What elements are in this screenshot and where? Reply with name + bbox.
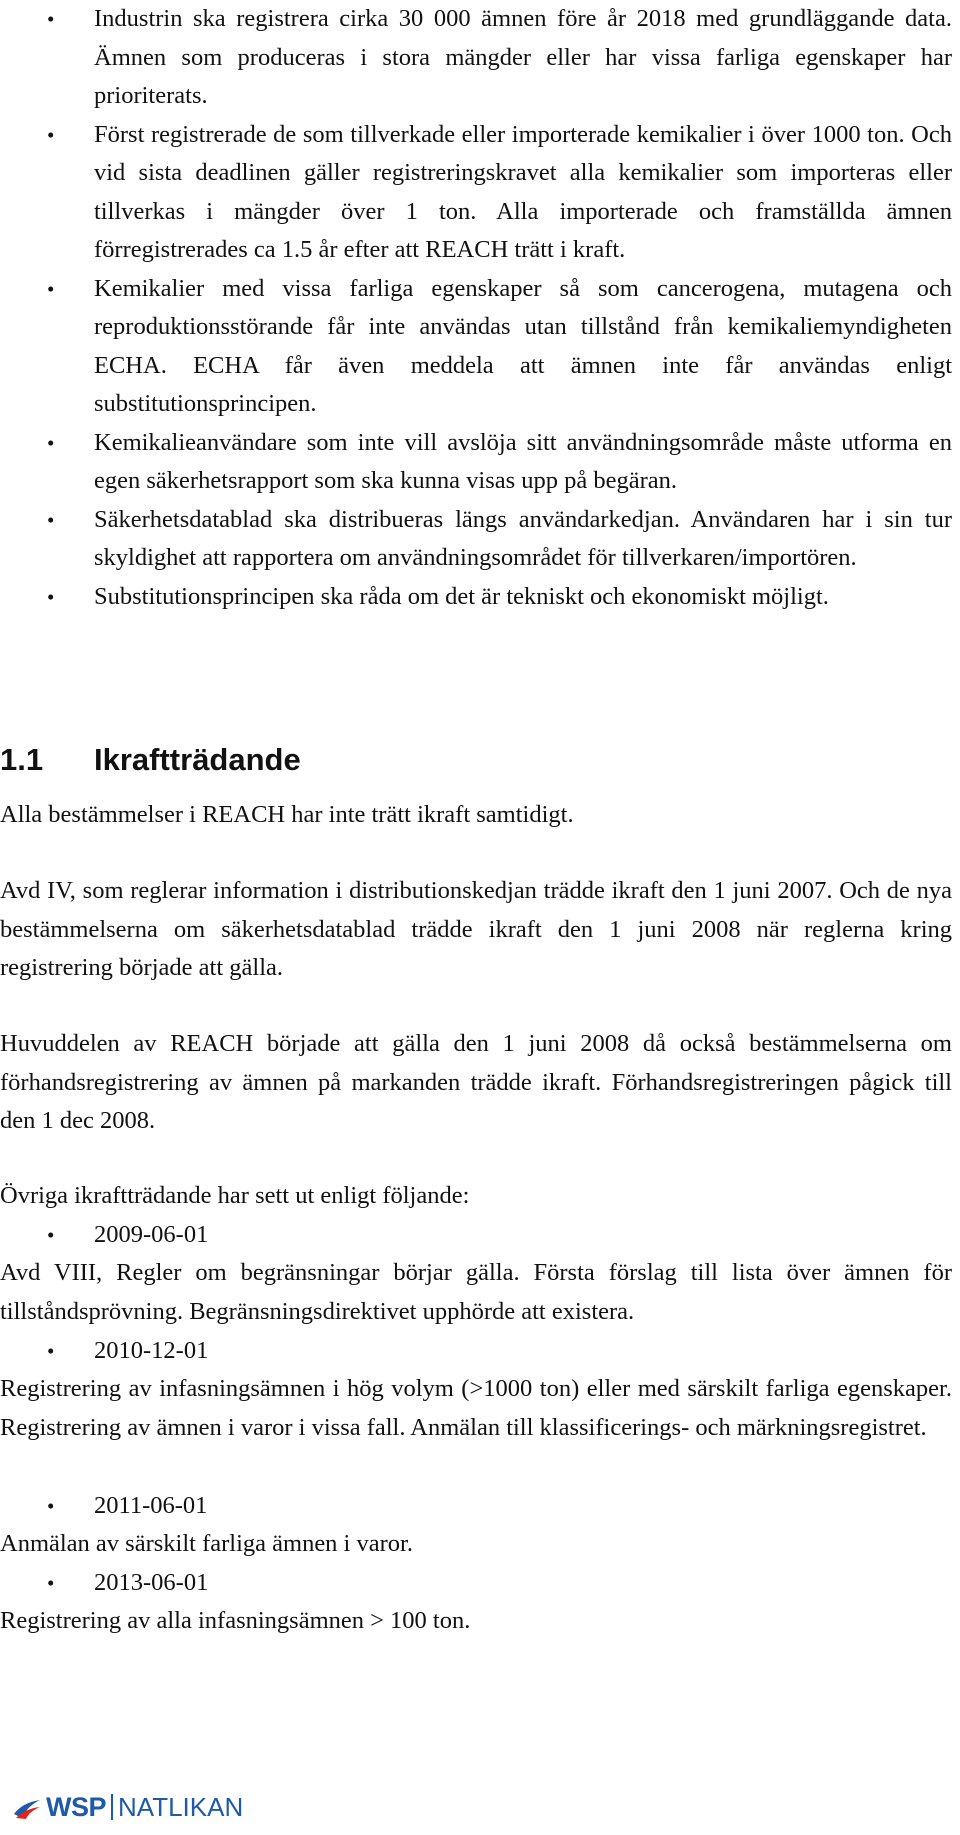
list-item-text: Först registrerade de som tillverkade eller importerade kemikalier i över 1000 ton. Och vid sista deadlinen gäller registreringskravet alla kemikalier som importeras eller tillverkas i mängder över 1 ton. Alla importerade och framställda ämnen förregistrerades ca 1.5 år efter att REACH trätt i kraft. bbox=[94, 120, 952, 263]
list-item bbox=[0, 578, 960, 617]
bullet-icon: • bbox=[47, 1494, 55, 1518]
logo-natlikan-text: NATLIKAN bbox=[118, 1791, 244, 1822]
paragraph-avd-iv: Avd IV, som reglerar information i distributionskedjan trädde ikraft den 1 juni 2007. Och de nya bestämmelserna om säkerhetsdatablad trädde ikraft den 1 juni 2008 när reglerna kring registrering började att gälla. bbox=[0, 877, 952, 981]
milestone-date-item bbox=[0, 1332, 952, 1370]
section-number: 1.1 bbox=[0, 742, 44, 777]
section-heading bbox=[0, 740, 301, 780]
list-item bbox=[0, 270, 960, 424]
bullet-icon: • bbox=[47, 1571, 55, 1595]
milestone-description: Registrering av alla infasningsämnen > 100 ton. bbox=[0, 1607, 471, 1634]
paragraph-intro: Alla bestämmelser i REACH har inte trätt ikraft samtidigt. bbox=[0, 801, 574, 828]
list-item bbox=[0, 424, 960, 501]
milestone-description: Avd VIII, Regler om begränsningar börjar gälla. Första förslag till lista över ämnen för tillståndsprövning. Begränsningsdirektivet upphörde att existera. bbox=[0, 1259, 952, 1325]
bullet-icon: • bbox=[47, 507, 55, 532]
paragraph-huvuddelen: Huvuddelen av REACH började att gälla den 1 juni 2008 då också bestämmelserna om förhandsregistrering av ämnen på markanden trädde ikraft. Förhandsregistreringen pågick till den 1 dec 2008. bbox=[0, 1030, 952, 1134]
bullet-icon: • bbox=[47, 1339, 55, 1363]
list-item bbox=[0, 116, 960, 270]
milestone-date: 2010-12-01 bbox=[94, 1337, 209, 1364]
milestone-date: 2013-06-01 bbox=[94, 1569, 209, 1596]
list-item-text: Industrin ska registrera cirka 30 000 ämnen före år 2018 med grundläggande data. Ämnen som produceras i stora mängder eller har vissa farliga egenskaper har prioriterats. bbox=[94, 5, 952, 109]
bullet-icon: • bbox=[47, 7, 55, 31]
list-item-text: Kemikalier med vissa farliga egenskaper så som cancerogena, mutagena och reproduktionsstörande får inte användas utan tillstånd från kemikaliemyndigheten ECHA. ECHA får även meddela att ämnen inte får användas enligt substitutionsprincipen. bbox=[94, 274, 952, 417]
section-title: Ikraftträdande bbox=[94, 742, 301, 777]
milestone-date-item bbox=[0, 1487, 952, 1525]
list-item bbox=[0, 501, 960, 578]
logo-divider bbox=[111, 1794, 113, 1820]
wsp-swoosh-icon bbox=[12, 1794, 42, 1820]
bullet-icon: • bbox=[47, 122, 55, 147]
milestone-date-item bbox=[0, 1564, 952, 1602]
list-item-text: Substitutionsprincipen ska råda om det är tekniskt och ekonomiskt möjligt. bbox=[94, 582, 829, 610]
logo-wsp-text: WSP bbox=[46, 1791, 107, 1822]
milestone-date: 2009-06-01 bbox=[94, 1221, 209, 1248]
list-item bbox=[0, 0, 960, 116]
bullet-icon: • bbox=[47, 584, 55, 609]
wsp-natlikan-logo bbox=[12, 1790, 243, 1824]
paragraph-ovriga: Övriga ikraftträdande har sett ut enligt följande: bbox=[0, 1182, 470, 1209]
milestone-description: Anmälan av särskilt farliga ämnen i varor. bbox=[0, 1530, 413, 1557]
bullet-icon: • bbox=[47, 1223, 55, 1247]
list-item-text: Säkerhetsdatablad ska distribueras längs användarkedjan. Användaren har i sin tur skyldighet att rapportera om användningsområdet för tillverkaren/importören. bbox=[94, 505, 952, 571]
bullet-icon: • bbox=[47, 430, 55, 455]
milestone-date-item bbox=[0, 1216, 952, 1254]
milestone-description: Registrering av infasningsämnen i hög volym (>1000 ton) eller med särskilt farliga egenskaper. Registrering av ämnen i varor i vissa fall. Anmälan till klassificerings- och märkningsregistret. bbox=[0, 1375, 952, 1441]
intro-bullet-list bbox=[0, 0, 960, 616]
milestone-date: 2011-06-01 bbox=[94, 1492, 208, 1519]
bullet-icon: • bbox=[47, 276, 55, 301]
list-item-text: Kemikalieanvändare som inte vill avslöja sitt användningsområde måste utforma en egen säkerhetsrapport som ska kunna visas upp på begäran. bbox=[94, 428, 952, 494]
